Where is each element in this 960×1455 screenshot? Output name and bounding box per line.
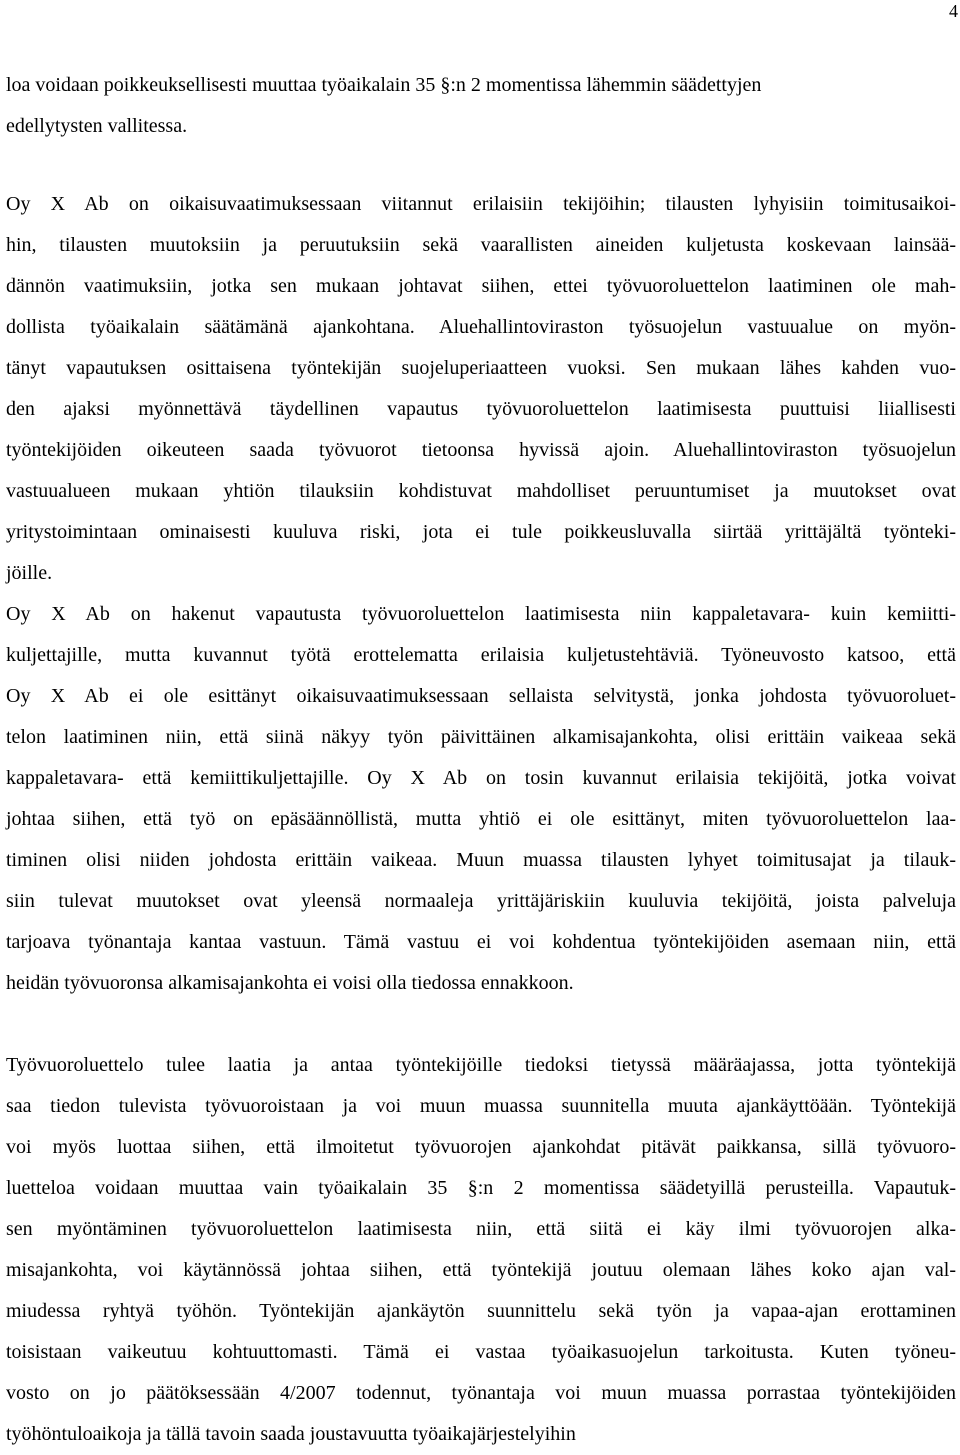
text-line: kappaletavara- että kemiittikuljettajille. Oy X Ab on tosin kuvannut erilaisia tekijöitä, jotka voivat [6,767,956,789]
text-line: siin tulevat muutokset ovat yleensä normaaleja yrittäjäriskiin kuuluvia tekijöitä, joista palveluja [6,890,956,912]
text-line: yritystoimintaan ominaisesti kuuluva riski, jota ei tule poikkeusluvalla siirtää yrittäjältä työnteki- [6,521,956,543]
text-line: Työvuoroluettelo tulee laatia ja antaa työntekijöille tiedoksi tietyssä määräajassa, jotta työntekijä [6,1054,956,1076]
text-line: luetteloa voidaan muuttaa vain työaikalain 35 §:n 2 momentissa säädetyillä perusteilla. Vapautuk- [6,1177,956,1199]
text-line: jöille. [6,562,53,584]
text-line: miudessa ryhtyä työhön. Työntekijän ajankäytön suunnittelu sekä työn ja vapaa-ajan erottaminen [6,1300,956,1322]
page-number: 4 [949,1,958,21]
text-line: Oy X Ab ei ole esittänyt oikaisuvaatimuksessaan sellaista selvitystä, jonka johdosta työvuoroluet- [6,685,956,707]
text-line: voi myös luottaa siihen, että ilmoitetut työvuorojen ajankohdat pitävät paikkansa, sillä työvuoro- [6,1136,956,1158]
text-line: vastuualueen mukaan yhtiön tilauksiin kohdistuvat mahdolliset peruuntumiset ja muutokset ovat [6,480,956,502]
text-line: työhöntuloaikoja ja tällä tavoin saada joustavuutta työaikajärjestelyihin [6,1423,576,1445]
text-line: toisistaan vaikeutuu kohtuuttomasti. Tämä ei vastaa työaikasuojelun tarkoitusta. Kuten työneu- [6,1341,956,1363]
text-line: den ajaksi myönnettävä täydellinen vapautus työvuoroluettelon laatimisesta puuttuisi liiallisesti [6,398,956,420]
text-line: tänyt vapautuksen osittaisena työntekijän suojeluperiaatteen vuoksi. Sen mukaan lähes kahden vuo- [6,357,956,379]
text-line: hin, tilausten muutoksiin ja peruutuksiin sekä vaarallisten aineiden kuljetusta koskevaan lainsää- [6,234,956,256]
text-line: vosto on jo päätöksessään 4/2007 todennut, työnantaja voi muun muassa porrastaa työntekijöiden [6,1382,956,1404]
text-line: dännön vaatimuksiin, jotka sen mukaan johtavat siihen, ettei työvuoroluettelon laatiminen ole mah- [6,275,956,297]
text-line: kuljettajille, mutta kuvannut työtä erottelematta erilaisia kuljetustehtäviä. Työneuvosto katsoo, että [6,644,956,666]
paragraph-work-schedule [6,1045,956,1455]
text-line: heidän työvuoronsa alkamisajankohta ei voisi olla tiedossa ennakkoon. [6,972,574,994]
text-line: Oy X Ab on hakenut vapautusta työvuoroluettelon laatimisesta niin kappaletavara- kuin kemiitti- [6,603,956,625]
text-line: johtaa siihen, että työ on epäsäännöllistä, mutta yhtiö ei ole esittänyt, miten työvuoroluettelon laa- [6,808,956,830]
text-line: edellytysten vallitessa. [6,115,188,137]
text-line: misajankohta, voi käytännössä johtaa siihen, että työntekijä joutuu olemaan lähes koko ajan val- [6,1259,956,1281]
text-line: Oy X Ab on oikaisuvaatimuksessaan viitannut erilaisiin tekijöihin; tilausten lyhyisiin toimitusaikoi- [6,193,956,215]
paragraph-continuation [6,65,956,147]
text-line: sen myöntäminen työvuoroluettelon laatimisesta niin, että siitä ei käy ilmi työvuorojen alka- [6,1218,956,1240]
paragraph-appeal-grounds [6,184,956,1004]
text-line: timinen olisi niiden johdosta erittäin vaikeaa. Muun muassa tilausten lyhyet toimitusajat ja tilauk- [6,849,956,871]
text-line: työntekijöiden oikeuteen saada työvuorot tietoonsa hyvissä ajoin. Aluehallintoviraston työsuojelun [6,439,956,461]
text-line: tarjoava työnantaja kantaa vastuun. Tämä vastuu ei voi kohdentua työntekijöiden asemaan niin, että [6,931,956,953]
text-line: saa tiedon tulevista työvuoroistaan ja voi muun muassa suunnitella muuta ajankäyttöään. Työntekijä [6,1095,956,1117]
text-line: loa voidaan poikkeuksellisesti muuttaa työaikalain 35 §:n 2 momentissa lähemmin säädettyjen [6,74,762,96]
text-line: telon laatiminen niin, että siinä näkyy työn päivittäinen alkamisajankohta, olisi erittäin vaikeaa sekä [6,726,956,748]
text-line: dollista työaikalain säätämänä ajankohtana. Aluehallintoviraston työsuojelun vastuualue on myön- [6,316,956,338]
